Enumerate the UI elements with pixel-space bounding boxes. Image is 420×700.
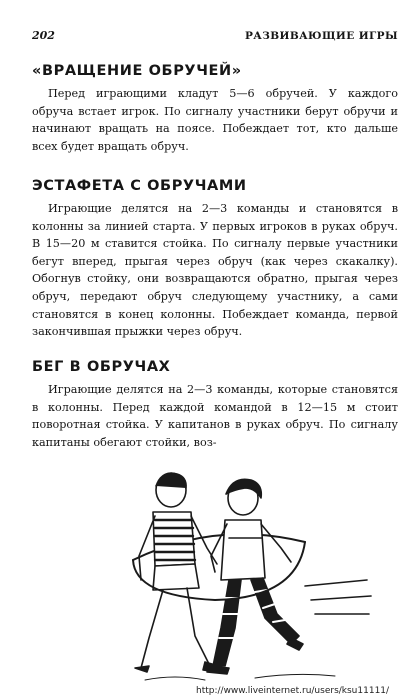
section-hoop-relay [32, 178, 398, 341]
section-text: Перед играющими кладут 5—6 обручей. У каждого обруча встает игрок. По сигналу участники берут обручи и начинают вращать на поясе. Побеждает тот, кто дальше всех будет вращать обруч. [32, 87, 398, 153]
watermark-url: http://www.liveinternet.ru/users/ksu11111/ [196, 686, 390, 696]
section-text: Играющие делятся на 2—3 команды и становятся в колонны за линией старта. У первых игроков в руках обруч. В 15—20 м ставится стойка. По сигналу первые участники бегут вперед, прыгая через обруч (как через скакалку). Обогнув стойку, они возвращаются обратно, прыгая через обруч, передают обруч следующему участнику, а сами становятся в конец колонны. Побеждает команда, первой закончившая прыжки через обруч. [32, 202, 398, 339]
section-hoop-spinning [32, 63, 398, 155]
page-number: 202 [32, 29, 55, 42]
section-title: «ВРАЩЕНИЕ ОБРУЧЕЙ» [32, 63, 242, 79]
running-head: РАЗВИВАЮЩИЕ ИГРЫ [245, 30, 398, 42]
page-header [32, 29, 398, 42]
section-title: БЕГ В ОБРУЧАХ [32, 359, 171, 375]
section-hoop-running [32, 359, 398, 451]
children-running-in-hoop-illustration [105, 468, 375, 688]
section-title: ЭСТАФЕТА С ОБРУЧАМИ [32, 178, 247, 194]
section-text: Играющие делятся на 2—3 команды, которые становятся в колонны. Перед каждой командой в 12—15 м стоит поворотная стойка. У капитанов в руках обруч. По сигналу капитаны обегают стойки, воз- [32, 383, 398, 449]
